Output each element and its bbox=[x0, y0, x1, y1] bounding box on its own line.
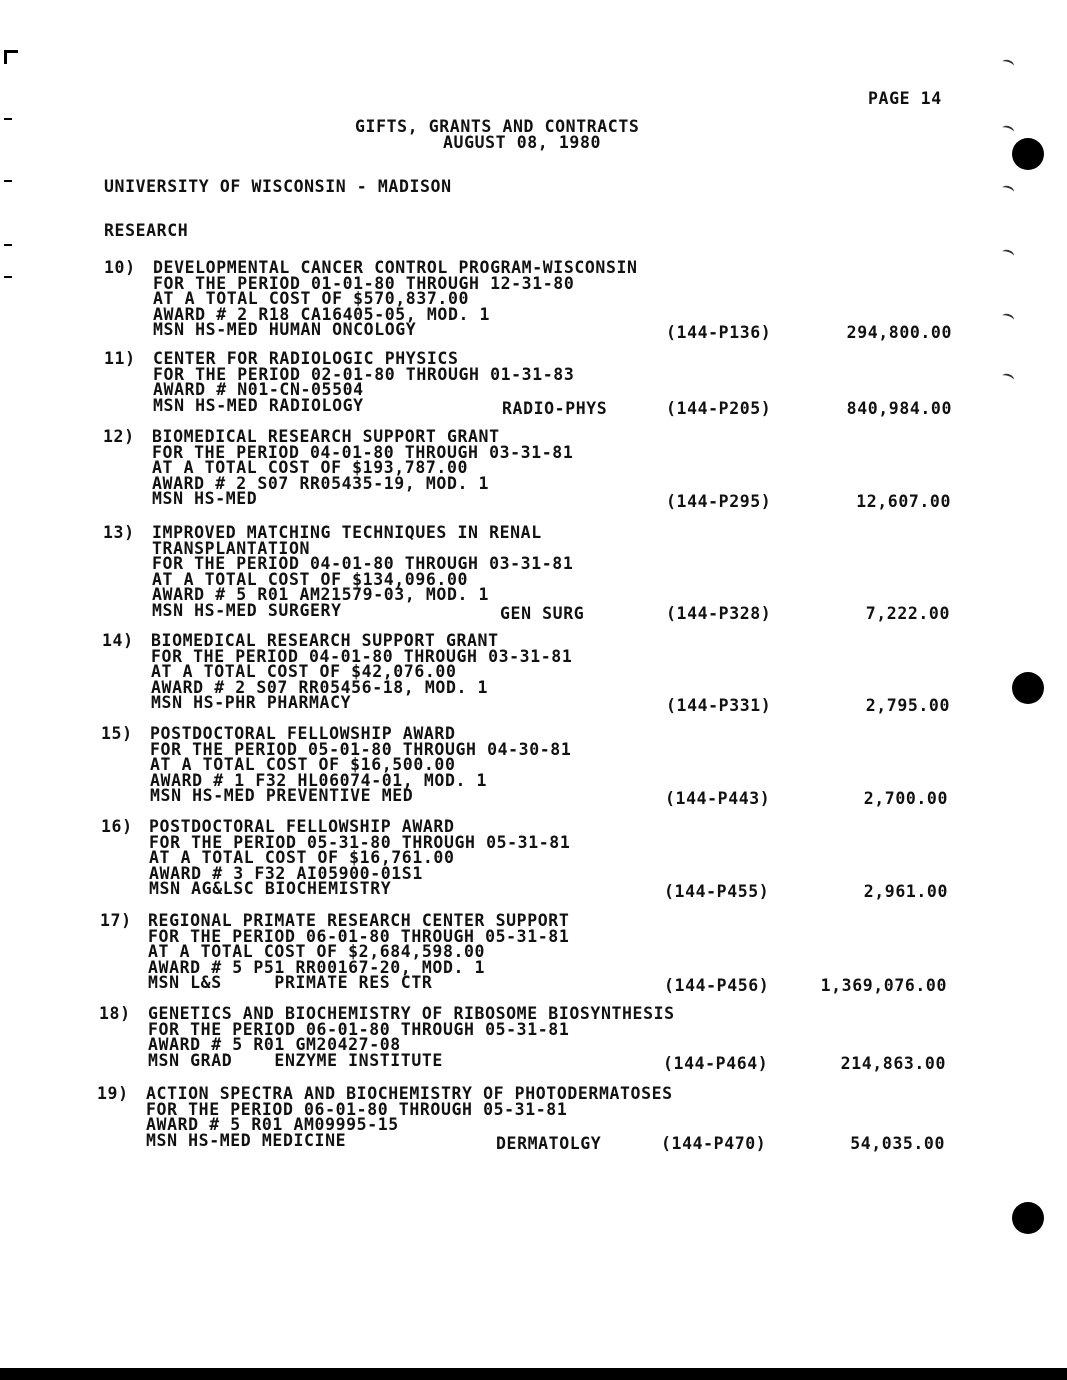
entry-detail-line: AT A TOTAL COST OF $16,500.00 bbox=[150, 755, 456, 775]
entry-detail-line: FOR THE PERIOD 06-01-80 THROUGH 05-31-81 bbox=[148, 1019, 570, 1039]
entry-title: BIOMEDICAL RESEARCH SUPPORT GRANT bbox=[152, 427, 500, 446]
entry-detail-line: FOR THE PERIOD 04-01-80 THROUGH 03-31-81 bbox=[152, 554, 574, 574]
entry-department: RADIO-PHYS bbox=[502, 398, 608, 418]
entry-amount: 294,800.00 bbox=[846, 323, 952, 343]
entry-detail-line: AT A TOTAL COST OF $42,076.00 bbox=[151, 662, 457, 682]
entry-detail-line: TRANSPLANTATION bbox=[152, 538, 311, 558]
entry-account-code: (144-P205) bbox=[666, 398, 772, 418]
institution-name: UNIVERSITY OF WISCONSIN - MADISON bbox=[104, 177, 452, 196]
entry-account-code: (144-P331) bbox=[666, 696, 772, 716]
entry-detail-line: MSN HS-PHR PHARMACY bbox=[151, 693, 352, 713]
entry-detail-line: FOR THE PERIOD 04-01-80 THROUGH 03-31-81 bbox=[151, 646, 573, 666]
entry-amount: 2,961.00 bbox=[863, 882, 948, 902]
entry-title: REGIONAL PRIMATE RESEARCH CENTER SUPPORT bbox=[148, 911, 570, 930]
entry-title: GENETICS AND BIOCHEMISTRY OF RIBOSOME BIOSYNTHESIS bbox=[148, 1004, 675, 1023]
section-heading: RESEARCH bbox=[104, 221, 189, 240]
entry-detail-line: AWARD # 5 R01 GM20427-08 bbox=[148, 1035, 401, 1055]
entry-detail-line: MSN HS-MED PREVENTIVE MED bbox=[150, 786, 414, 806]
entry-account-code: (144-P295) bbox=[666, 492, 772, 512]
entry-title: POSTDOCTORAL FELLOWSHIP AWARD bbox=[149, 817, 455, 836]
entry-title: BIOMEDICAL RESEARCH SUPPORT GRANT bbox=[151, 631, 499, 650]
margin-tick bbox=[4, 276, 12, 278]
entry-amount: 840,984.00 bbox=[846, 398, 952, 418]
entry-title: POSTDOCTORAL FELLOWSHIP AWARD bbox=[150, 724, 456, 743]
entry-detail-line: FOR THE PERIOD 02-01-80 THROUGH 01-31-83 bbox=[153, 364, 575, 384]
entry-detail-line: AWARD # 2 R18 CA16405-05, MOD. 1 bbox=[153, 304, 491, 324]
entry-detail-line: AWARD # 2 S07 RR05435-19, MOD. 1 bbox=[152, 473, 490, 493]
scan-mark bbox=[1001, 58, 1015, 70]
entry-detail-line: AWARD # 5 R01 AM09995-15 bbox=[146, 1115, 399, 1135]
scan-mark bbox=[1001, 312, 1015, 324]
entry-department: DERMATOLGY bbox=[496, 1133, 602, 1153]
entry-detail-line: MSN HS-MED MEDICINE bbox=[146, 1130, 347, 1150]
scan-mark bbox=[1001, 124, 1015, 136]
margin-tick bbox=[4, 244, 12, 246]
entry-title: ACTION SPECTRA AND BIOCHEMISTRY OF PHOTODERMATOSES bbox=[146, 1084, 673, 1103]
entry-detail-line: AWARD # N01-CN-05504 bbox=[153, 380, 364, 400]
entry-account-code: (144-P456) bbox=[664, 976, 770, 996]
entry-detail-line: FOR THE PERIOD 05-31-80 THROUGH 05-31-81 bbox=[149, 832, 571, 852]
entry-number: 16) bbox=[101, 817, 133, 836]
entry-title: DEVELOPMENTAL CANCER CONTROL PROGRAM-WISCONSIN bbox=[153, 258, 638, 277]
entry-account-code: (144-P328) bbox=[666, 604, 772, 623]
entry-detail-line: AT A TOTAL COST OF $570,837.00 bbox=[153, 289, 470, 309]
entry-amount: 1,369,076.00 bbox=[820, 976, 947, 996]
entry-account-code: (144-P470) bbox=[661, 1133, 767, 1153]
margin-tick bbox=[4, 50, 7, 64]
entry-account-code: (144-P443) bbox=[665, 789, 771, 809]
entry-number: 19) bbox=[97, 1084, 129, 1103]
entry-amount: 54,035.00 bbox=[850, 1133, 945, 1153]
entry-detail-line: AWARD # 5 P51 RR00167-20, MOD. 1 bbox=[148, 957, 486, 977]
scan-mark bbox=[1001, 184, 1015, 196]
entry-detail-line: AWARD # 5 R01 AM21579-03, MOD. 1 bbox=[152, 585, 490, 605]
entry-detail-line: AWARD # 3 F32 AI05900-01S1 bbox=[149, 863, 423, 883]
scan-mark bbox=[1001, 248, 1015, 260]
punch-hole bbox=[1012, 672, 1044, 704]
entry-detail-line: MSN L&S PRIMATE RES CTR bbox=[148, 973, 433, 993]
entry-number: 13) bbox=[103, 523, 135, 542]
entry-detail-line: FOR THE PERIOD 04-01-80 THROUGH 03-31-81 bbox=[152, 442, 574, 462]
entry-detail-line: MSN GRAD ENZYME INSTITUTE bbox=[148, 1050, 443, 1070]
entry-detail-line: MSN HS-MED HUMAN ONCOLOGY bbox=[153, 320, 417, 340]
entry-number: 17) bbox=[100, 911, 132, 930]
entry-detail-line: FOR THE PERIOD 05-01-80 THROUGH 04-30-81 bbox=[150, 739, 572, 759]
entry-detail-line: AWARD # 1 F32 HL06074-01, MOD. 1 bbox=[150, 770, 488, 790]
entry-amount: 214,863.00 bbox=[840, 1053, 946, 1073]
entry-amount: 12,607.00 bbox=[856, 492, 951, 512]
entry-detail-line: AWARD # 2 S07 RR05456-18, MOD. 1 bbox=[151, 677, 489, 697]
entry-title: CENTER FOR RADIOLOGIC PHYSICS bbox=[153, 349, 459, 368]
scan-bottom-edge bbox=[0, 1368, 1067, 1380]
margin-tick bbox=[4, 180, 12, 182]
entry-number: 15) bbox=[101, 724, 133, 743]
margin-tick bbox=[4, 118, 12, 120]
entry-detail-line: MSN AG&LSC BIOCHEMISTRY bbox=[149, 879, 392, 899]
scan-mark bbox=[1001, 372, 1015, 384]
entry-number: 11) bbox=[104, 349, 136, 368]
entry-detail-line: AT A TOTAL COST OF $16,761.00 bbox=[149, 848, 455, 868]
entry-number: 18) bbox=[99, 1004, 131, 1023]
entry-detail-line: AT A TOTAL COST OF $134,096.00 bbox=[152, 569, 469, 589]
entry-number: 10) bbox=[104, 258, 136, 277]
entry-detail-line: FOR THE PERIOD 06-01-80 THROUGH 05-31-81 bbox=[148, 926, 570, 946]
page-number: PAGE 14 bbox=[868, 89, 942, 108]
entry-detail-line: AT A TOTAL COST OF $193,787.00 bbox=[152, 458, 469, 478]
entry-amount: 2,795.00 bbox=[865, 696, 950, 716]
punch-hole bbox=[1012, 1202, 1044, 1234]
entry-amount: 2,700.00 bbox=[863, 789, 948, 809]
entry-number: 14) bbox=[102, 631, 134, 650]
entry-detail-line: FOR THE PERIOD 06-01-80 THROUGH 05-31-81 bbox=[146, 1099, 568, 1119]
entry-detail-line: MSN HS-MED RADIOLOGY bbox=[153, 395, 364, 415]
entry-detail-line: MSN HS-MED bbox=[152, 489, 258, 509]
entry-number: 12) bbox=[103, 427, 135, 446]
entry-detail-line: FOR THE PERIOD 01-01-80 THROUGH 12-31-80 bbox=[153, 273, 575, 293]
document-date: AUGUST 08, 1980 bbox=[443, 133, 602, 152]
entry-account-code: (144-P455) bbox=[664, 882, 770, 902]
entry-department: GEN SURG bbox=[500, 604, 585, 623]
entry-account-code: (144-P464) bbox=[663, 1053, 769, 1073]
punch-hole bbox=[1012, 138, 1044, 170]
document-title: GIFTS, GRANTS AND CONTRACTS bbox=[355, 117, 640, 136]
entry-title: IMPROVED MATCHING TECHNIQUES IN RENAL bbox=[152, 523, 542, 542]
entry-detail-line: AT A TOTAL COST OF $2,684,598.00 bbox=[148, 942, 486, 962]
entry-detail-line: MSN HS-MED SURGERY bbox=[152, 601, 342, 620]
entry-account-code: (144-P136) bbox=[666, 323, 772, 343]
entry-amount: 7,222.00 bbox=[865, 604, 950, 623]
